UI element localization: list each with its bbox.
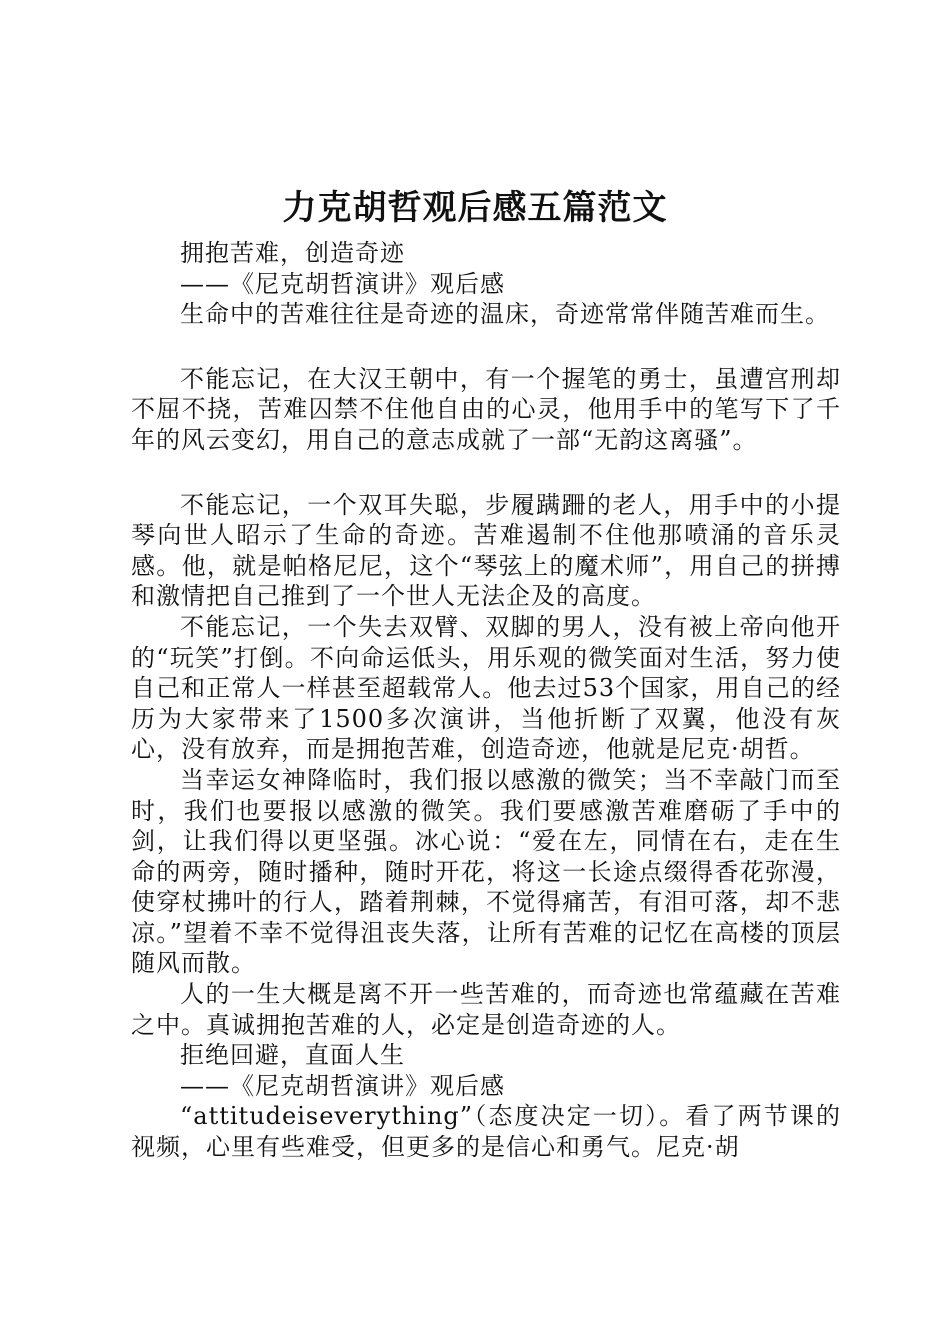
body-paragraph: “attitudeiseverything”（态度决定一切）。看了两节课的视频，心里有些难受，但更多的是信心和勇气。尼克·胡: [131, 1102, 841, 1162]
document-body: [131, 238, 841, 1163]
body-paragraph: 生命中的苦难往往是奇迹的温床，奇迹常常伴随苦难而生。: [180, 300, 830, 329]
section-heading: 拒绝回避，直面人生: [180, 1041, 405, 1070]
body-paragraph: 当幸运女神降临时，我们报以感激的微笑；当不幸敲门而至时，我们也要报以感激的微笑。我们要感激苦难磨砺了手中的剑，让我们得以更坚强。冰心说：“爱在左，同情在右，走在生命的两旁，随时播种，随时开花，将这一长途点缀得香花弥漫，使穿杖拂叶的行人，踏着荆棘，不觉得痛苦，有泪可落，却不悲凉。”望着不幸不觉得沮丧失落，让所有苦难的记忆在高楼的顶层随风而散。: [131, 765, 841, 978]
paragraph-spacer: [131, 330, 841, 364]
body-paragraph: 不能忘记，在大汉王朝中，有一个握笔的勇士，虽遭宫刑却不屈不挠，苦难囚禁不住他自由的心灵，他用手中的笔写下了千年的风云变幻，用自己的意志成就了一部“无韵这离骚”。: [131, 364, 841, 454]
body-paragraph: 不能忘记，一个双耳失聪，步履蹒跚的老人，用手中的小提琴向世人昭示了生命的奇迹。苦难遏制不住他那喷涌的音乐灵感。他，就是帕格尼尼，这个“琴弦上的魔术师”，用自己的拼搏和激情把自己推到了一个世人无法企及的高度。: [131, 490, 841, 611]
body-paragraph: 不能忘记，一个失去双臂、双脚的男人，没有被上帝向他开的“玩笑”打倒。不向命运低头，用乐观的微笑面对生活，努力使自己和正常人一样甚至超载常人。他去过53个国家，用自己的经历为大家带来了1500多次演讲，当他折断了双翼，他没有灰心，没有放弃，而是拥抱苦难，创造奇迹，他就是尼克·胡哲。: [131, 612, 841, 764]
section-heading: 拥抱苦难，创造奇迹: [180, 239, 405, 267]
paragraph-spacer: [131, 456, 841, 490]
section-subheading: ——《尼克胡哲演讲》观后感: [180, 1071, 505, 1100]
document-title: 力克胡哲观后感五篇范文: [282, 188, 668, 228]
section-subheading: ——《尼克胡哲演讲》观后感: [180, 269, 505, 298]
body-paragraph: 人的一生大概是离不开一些苦难的，而奇迹也常蕴藏在苦难之中。真诚拥抱苦难的人，必定是创造奇迹的人。: [131, 980, 841, 1039]
